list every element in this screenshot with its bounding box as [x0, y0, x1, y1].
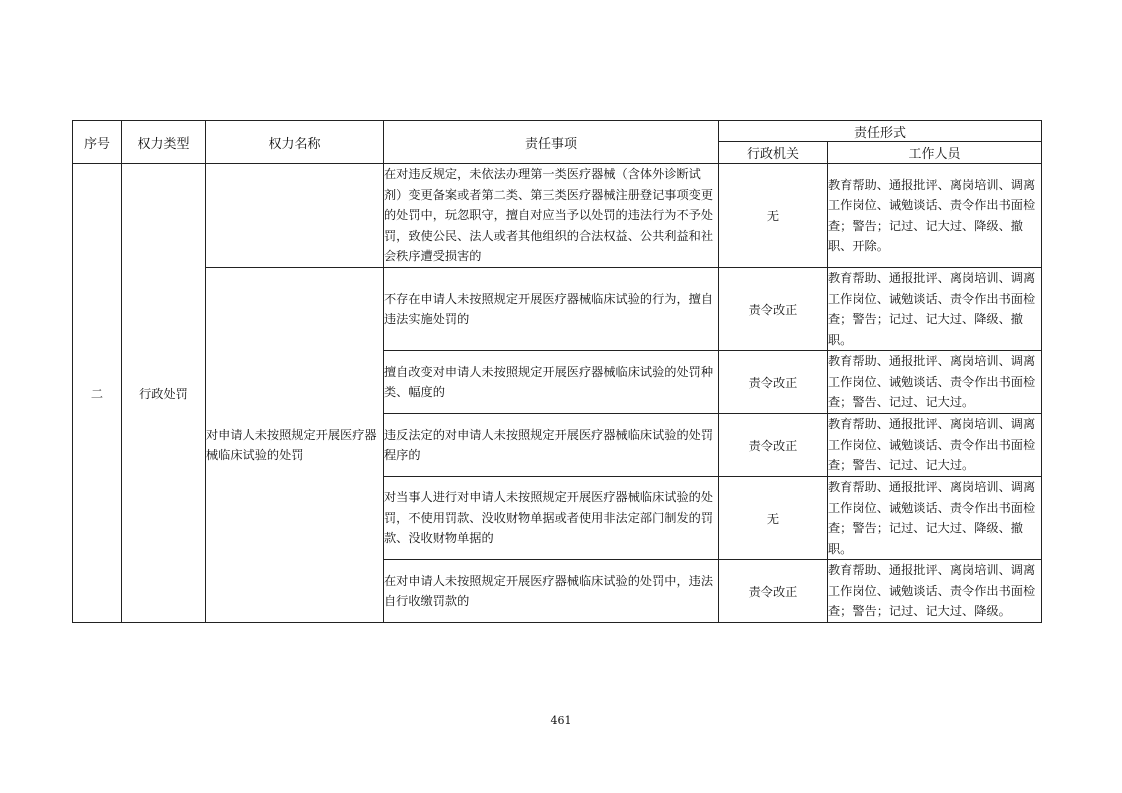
header-staff: 工作人员 — [828, 142, 1042, 164]
staff-cell: 教育帮助、通报批评、离岗培训、调离工作岗位、诫勉谈话、责令作出书面检查；警告；记过、记大过、降级。 — [828, 560, 1042, 623]
matter-cell: 对当事人进行对申请人未按照规定开展医疗器械临床试验的处罚，不使用罚款、没收财物单据或者使用非法定部门制发的罚款、没收财物单据的 — [384, 477, 719, 560]
header-admin-organ: 行政机关 — [719, 142, 828, 164]
admin-cell: 责令改正 — [719, 351, 828, 414]
matter-cell: 在对申请人未按照规定开展医疗器械临床试验的处罚中，违法自行收缴罚款的 — [384, 560, 719, 623]
admin-cell: 责令改正 — [719, 268, 828, 351]
staff-cell: 教育帮助、通报批评、离岗培训、调离工作岗位、诫勉谈话、责令作出书面检查；警告；记过、记大过、降级、撤职、开除。 — [828, 164, 1042, 268]
header-matter: 责任事项 — [384, 121, 719, 164]
seq-cell: 二 — [73, 164, 122, 623]
staff-cell: 教育帮助、通报批评、离岗培训、调离工作岗位、诫勉谈话、责令作出书面检查；警告、记过、记大过。 — [828, 351, 1042, 414]
matter-cell: 不存在申请人未按照规定开展医疗器械临床试验的行为，擅自违法实施处罚的 — [384, 268, 719, 351]
staff-cell: 教育帮助、通报批评、离岗培训、调离工作岗位、诫勉谈话、责令作出书面检查；警告、记过、记大过。 — [828, 414, 1042, 477]
header-seq: 序号 — [73, 121, 122, 164]
header-responsibility-form: 责任形式 — [719, 121, 1042, 142]
admin-cell: 无 — [719, 164, 828, 268]
table-row — [73, 268, 1042, 351]
admin-cell: 责令改正 — [719, 560, 828, 623]
page-number: 461 — [550, 714, 572, 727]
matter-cell: 在对违反规定，未依法办理第一类医疗器械（含体外诊断试剂）变更备案或者第二类、第三类医疗器械注册登记事项变更的处罚中，玩忽职守，擅自对应当予以处罚的违法行为不予处罚，致使公民、法人或者其他组织的合法权益、公共利益和社会秩序遭受损害的 — [384, 164, 719, 268]
admin-cell: 责令改正 — [719, 414, 828, 477]
power-type-cell: 行政处罚 — [122, 164, 206, 623]
header-power-name: 权力名称 — [206, 121, 384, 164]
admin-cell: 无 — [719, 477, 828, 560]
staff-cell: 教育帮助、通报批评、离岗培训、调离工作岗位、诫勉谈话、责令作出书面检查；警告；记过、记大过、降级、撤职。 — [828, 477, 1042, 560]
header-power-type: 权力类型 — [122, 121, 206, 164]
responsibility-table — [72, 120, 1042, 623]
staff-cell: 教育帮助、通报批评、离岗培训、调离工作岗位、诫勉谈话、责令作出书面检查；警告；记过、记大过、降级、撤职。 — [828, 268, 1042, 351]
table-row — [73, 164, 1042, 268]
power-name-cell-empty — [206, 164, 384, 268]
matter-cell: 违反法定的对申请人未按照规定开展医疗器械临床试验的处罚程序的 — [384, 414, 719, 477]
power-name-cell: 对申请人未按照规定开展医疗器械临床试验的处罚 — [206, 268, 384, 623]
matter-cell: 擅自改变对申请人未按照规定开展医疗器械临床试验的处罚种类、幅度的 — [384, 351, 719, 414]
